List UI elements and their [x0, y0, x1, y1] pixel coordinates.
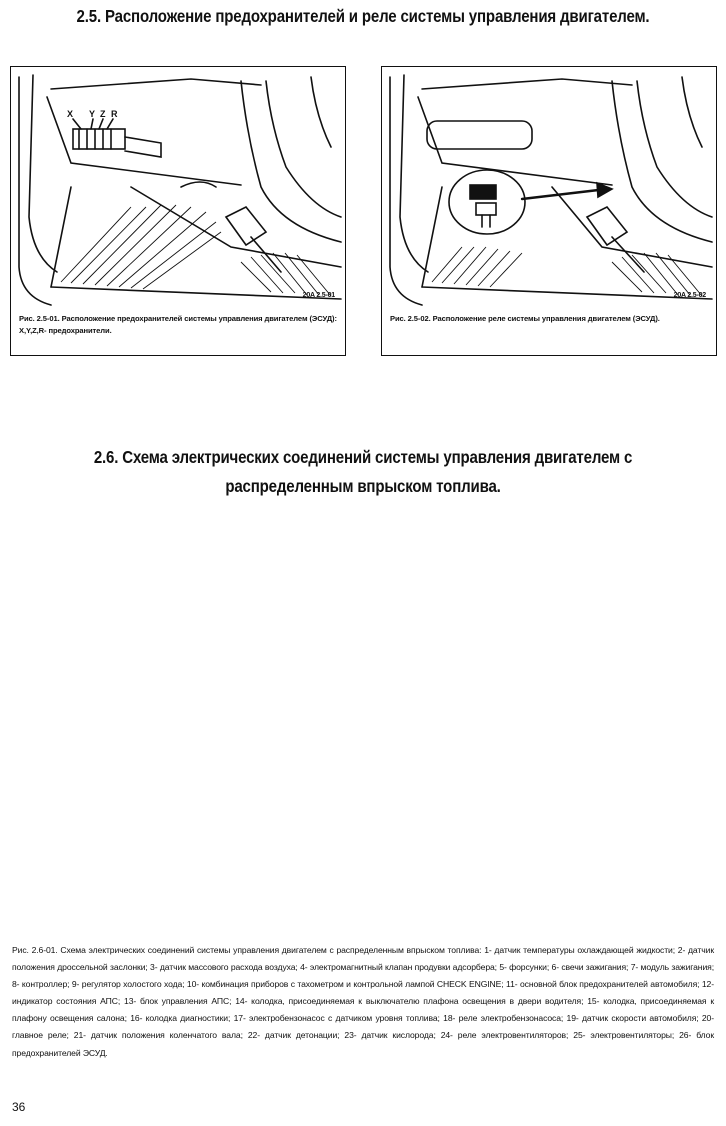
- fuse-location-drawing: [11, 67, 344, 307]
- figure-code: 20A 2.5-01: [302, 292, 335, 299]
- figure-code: 20A 2.5-02: [673, 292, 706, 299]
- figure-caption: Рис. 2.5-02. Расположение реле системы управления двигателем (ЭСУД).: [390, 314, 660, 323]
- relay-location-drawing: [382, 67, 715, 307]
- fuse-label-r: R: [111, 109, 118, 119]
- section-2-6-title-line2: распределенным впрыском топлива.: [225, 476, 501, 496]
- section-2-5-title: 2.5. Расположение предохранителей и реле системы управления двигателем.: [76, 6, 650, 26]
- figure-caption: Рис. 2.5-01. Расположение предохранителей системы управления двигателем (ЭСУД): X,Y,Z,R- предохранители.: [19, 314, 337, 335]
- section-2-6-title-line1: 2.6. Схема электрических соединений системы управления двигателем с: [93, 447, 633, 467]
- fuse-label-x: X: [67, 109, 74, 119]
- fuse-label-y: Y: [89, 109, 96, 119]
- fuse-label-z: Z: [100, 109, 106, 119]
- figure-2-5-01: [10, 66, 346, 356]
- figure-2-6-01-caption: Рис. 2.6-01. Схема электрических соединений системы управления двигателем с распределенным впрыском топлива: 1- датчик температуры охлаждающей жидкости; 2- датчик положения дроссельной заслонки; 3- датчик массового расхода воздуха; 4- электромагнитный клапан продувки адсорбера; 5- форсунки; 6- свечи зажигания; 7- модуль зажигания; 8- контроллер; 9- регулятор холостого хода; 10- комбинация приборов с тахометром и контрольной лампой CHECK ENGINE; 11- основной блок предохранителей автомобиля; 12- индикатор состояния АПС; 13- блок управления АПС; 14- колодка, присоединяемая к выключателю плафона освещения в двери водителя; 15- колодка, присоединяемая к плафону освещения салона; 16- колодка диагностики; 17- электробензонасос с датчиком уровня топлива; 18- реле электробензонасоса; 19- датчик скорости автомобиля; 20- главное реле; 21- датчик положения коленчатого вала; 22- датчик детонации; 23- датчик кислорода; 24- реле электровентиляторов; 25- электровентиляторы; 26- блок предохранителей ЭСУД.: [12, 945, 714, 1058]
- figure-2-5-02: [381, 66, 717, 356]
- page-number: 36: [12, 1100, 26, 1114]
